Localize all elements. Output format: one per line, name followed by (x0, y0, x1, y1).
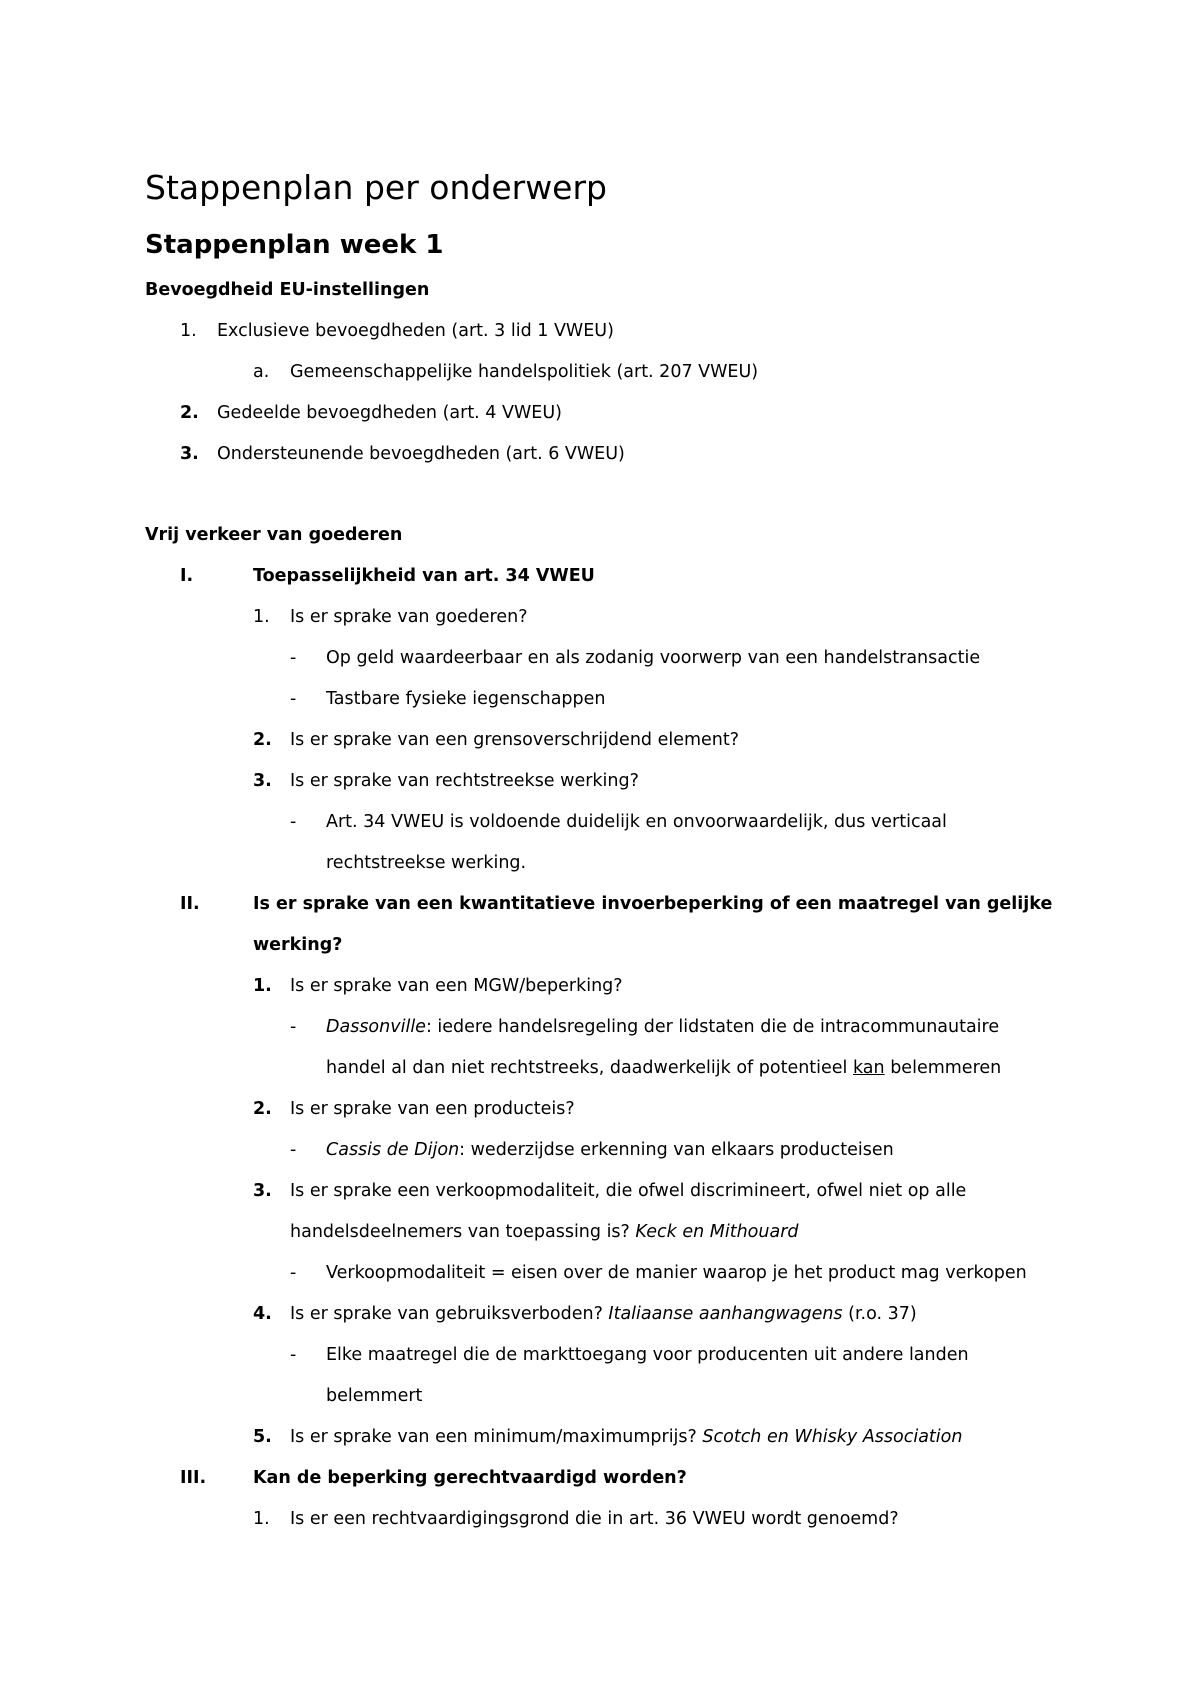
section-heading-vrij-verkeer: Vrij verkeer van goederen (145, 525, 403, 545)
list-number: 1. (180, 321, 197, 341)
dash-item (326, 1015, 999, 1039)
roman-heading: Toepasselijkheid van art. 34 VWEU (253, 566, 595, 586)
list-item: Is er sprake van een grensoverschrijdend element? (290, 730, 740, 750)
case-name: Keck en Mithouard (635, 1222, 799, 1242)
list-number: 2. (253, 1099, 272, 1119)
list-number: 2. (253, 730, 272, 750)
list-item: Is er sprake van goederen? (290, 607, 528, 627)
list-item: Gedeelde bevoegdheden (art. 4 VWEU) (217, 403, 562, 423)
list-item: Is er sprake van een MGW/beperking? (290, 976, 623, 996)
document-title: Stappenplan per onderwerp (145, 168, 607, 207)
dash-item (326, 1138, 894, 1162)
list-item: Is er sprake een verkoopmodaliteit, die ofwel discrimineert, ofwel niet op alle (290, 1181, 967, 1201)
dash-item-continued: belemmert (326, 1386, 423, 1406)
roman-heading: Is er sprake van een kwantitatieve invoerbeperking of een maatregel van gelijke (253, 894, 1053, 914)
dash-item-continued: rechtstreekse werking. (326, 853, 527, 873)
list-number: 2. (180, 403, 199, 423)
dash-bullet: - (290, 1345, 297, 1365)
dash-bullet: - (290, 1017, 297, 1037)
section-heading-bevoegdheid: Bevoegdheid EU-instellingen (145, 280, 430, 300)
roman-heading-continued: werking? (253, 935, 343, 955)
dash-bullet: - (290, 689, 297, 709)
list-item: Gemeenschappelijke handelspolitiek (art. 207 VWEU) (290, 362, 759, 382)
list-item: Ondersteunende bevoegdheden (art. 6 VWEU) (217, 444, 625, 464)
dash-item: Art. 34 VWEU is voldoende duidelijk en onvoorwaardelijk, dus verticaal (326, 812, 947, 832)
list-item: Exclusieve bevoegdheden (art. 3 lid 1 VWEU) (217, 321, 614, 341)
list-item-text: handelsdeelnemers van toepassing is? (290, 1222, 636, 1242)
list-item-text: Is er sprake van gebruiksverboden? (290, 1304, 609, 1324)
list-number: 4. (253, 1304, 272, 1324)
list-item-continued (290, 1220, 799, 1244)
dash-item-text: : iedere handelsregeling der lidstaten die de intracommunautaire (425, 1017, 1000, 1037)
dash-item: Op geld waardeerbaar en als zodanig voorwerp van een handelstransactie (326, 648, 981, 668)
dash-item-text: belemmeren (884, 1058, 1002, 1078)
underlined-word: kan (852, 1058, 885, 1078)
dash-item-text: : wederzijdse erkenning van elkaars producteisen (459, 1140, 894, 1160)
list-number: 5. (253, 1427, 272, 1447)
dash-item: Elke maatregel die de markttoegang voor producenten uit andere landen (326, 1345, 969, 1365)
case-name: Cassis de Dijon (326, 1140, 460, 1160)
list-item: Is er sprake van een producteis? (290, 1099, 575, 1119)
dash-item: Verkoopmodaliteit = eisen over de manier waarop je het product mag verkopen (326, 1263, 1027, 1283)
list-item-text: (r.o. 37) (842, 1304, 917, 1324)
roman-numeral: II. (180, 894, 200, 914)
list-number: 3. (180, 444, 199, 464)
dash-item-text: handel al dan niet rechtstreeks, daadwerkelijk of potentieel (326, 1058, 853, 1078)
list-item (290, 1302, 917, 1326)
list-item (290, 1425, 962, 1449)
list-number: 1. (253, 607, 270, 627)
roman-heading: Kan de beperking gerechtvaardigd worden? (253, 1468, 687, 1488)
list-number: 3. (253, 1181, 272, 1201)
list-item-text: Is er sprake van een minimum/maximumprijs? (290, 1427, 703, 1447)
roman-numeral: I. (180, 566, 194, 586)
document-subtitle: Stappenplan week 1 (145, 230, 444, 260)
list-item: Is er een rechtvaardigingsgrond die in art. 36 VWEU wordt genoemd? (290, 1509, 899, 1529)
dash-bullet: - (290, 812, 297, 832)
dash-bullet: - (290, 1263, 297, 1283)
dash-bullet: - (290, 1140, 297, 1160)
dash-item: Tastbare fysieke iegenschappen (326, 689, 606, 709)
list-number: 1. (253, 976, 272, 996)
list-number: 3. (253, 771, 272, 791)
dash-bullet: - (290, 648, 297, 668)
case-name: Italiaanse aanhangwagens (608, 1304, 843, 1324)
list-letter: a. (253, 362, 270, 382)
case-name: Dassonville (326, 1017, 426, 1037)
dash-item-continued (326, 1056, 1001, 1080)
roman-numeral: III. (180, 1468, 207, 1488)
list-item: Is er sprake van rechtstreekse werking? (290, 771, 639, 791)
case-name: Scotch en Whisky Association (702, 1427, 963, 1447)
list-number: 1. (253, 1509, 270, 1529)
